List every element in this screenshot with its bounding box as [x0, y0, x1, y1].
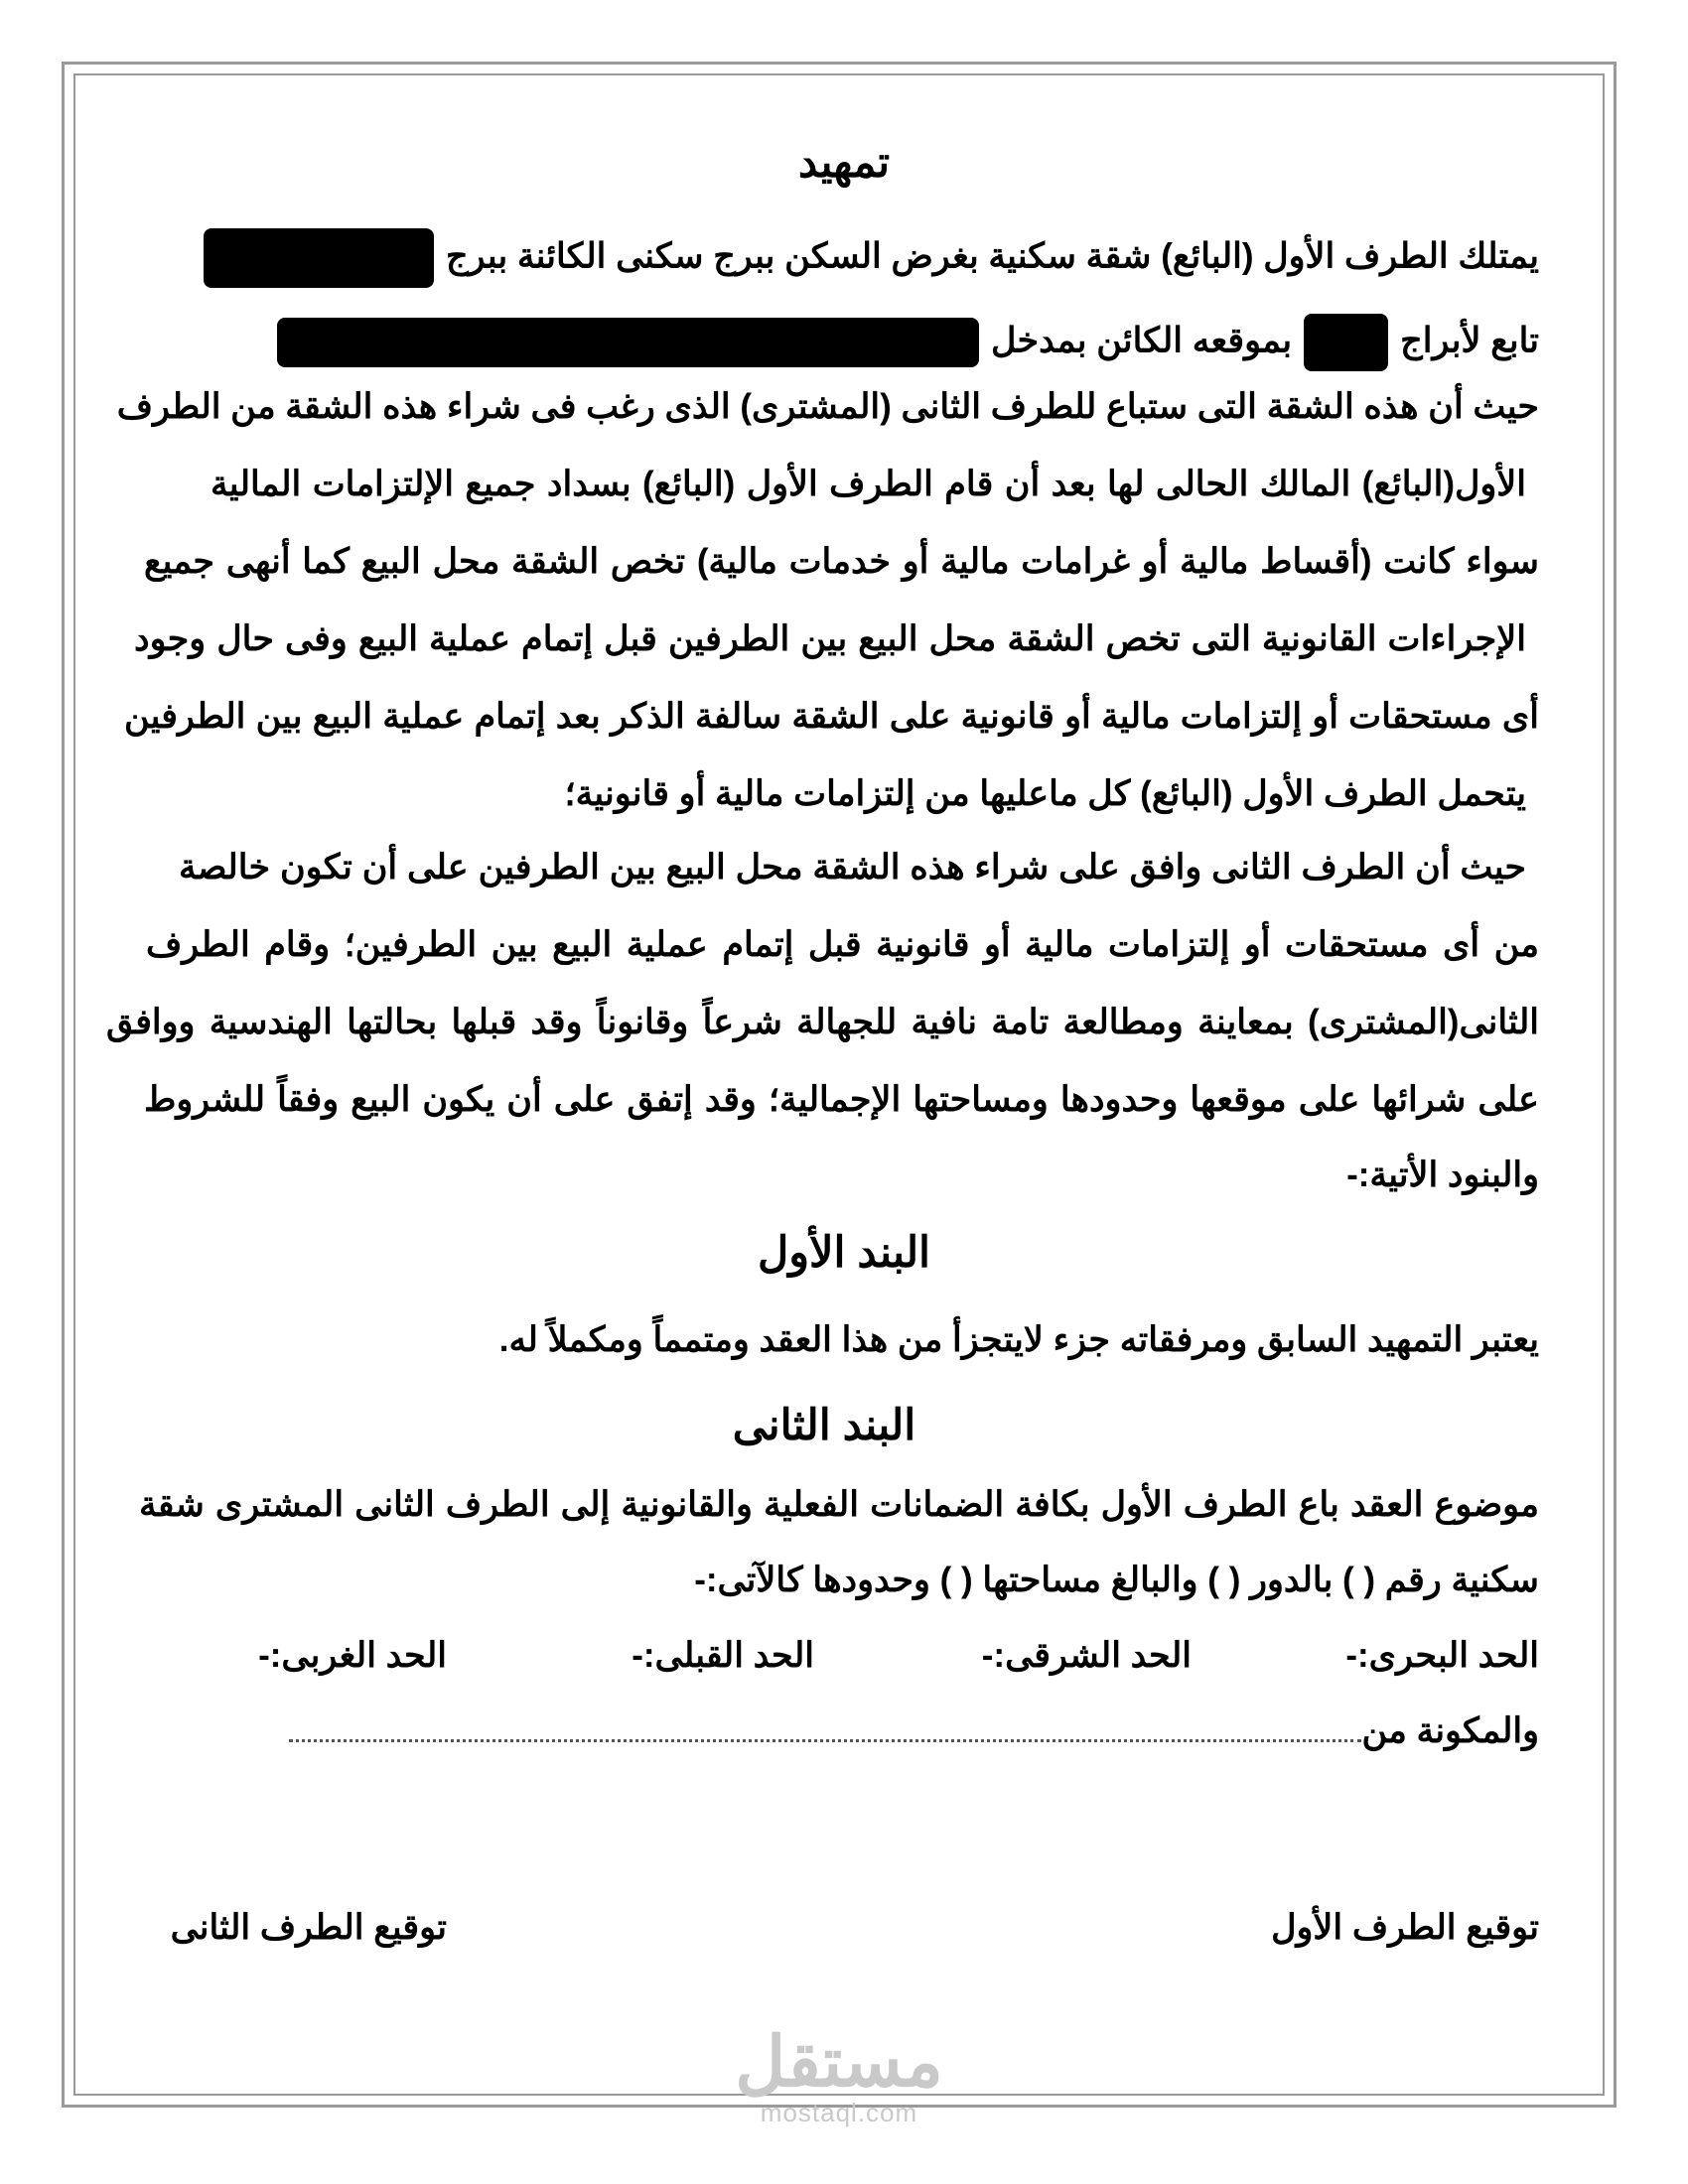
- preamble-line-2b-text: بموقعه الكائن بمدخل: [991, 321, 1293, 360]
- redacted-location: [277, 318, 979, 367]
- preamble-line-9: حيث أن الطرف الثانى وافق على شراء هذه الشقة محل البيع بين الطرفين على أن تكون خالصة: [179, 848, 1526, 887]
- clause-2-line-2: سكنية رقم ( ) بالدور ( ) والبالغ مساحتها ( ) وحدودها كالآتى:-: [694, 1561, 1539, 1599]
- preamble-line-3: حيث أن هذه الشقة التى ستباع للطرف الثانى (المشترى) الذى رغب فى شراء هذه الشقة من الطرف: [116, 387, 1539, 426]
- preamble-line-4: الأول(البائع) المالك الحالى لها بعد أن قام الطرف الأول (البائع) بسداد جميع الإلتزامات المالية: [211, 465, 1526, 503]
- signature-second-party: توقيع الطرف الثانى: [170, 1908, 447, 1947]
- preamble-line-5: سواء كانت (أقساط مالية أو غرامات مالية أو خدمات مالية) تخص الشقة محل البيع كما أنهى جميع: [144, 542, 1539, 581]
- clause-1-text: يعتبر التمهيد السابق ومرفقاته جزء لايتجزأ من هذا العقد ومتمماً ومكملاً له.: [498, 1320, 1539, 1359]
- preamble-line-8: يتحمل الطرف الأول (البائع) كل ماعليها من إلتزامات مالية أو قانونية؛: [564, 774, 1526, 813]
- signature-first-party: توقيع الطرف الأول: [1271, 1908, 1539, 1947]
- composed-of-line: [289, 1709, 1539, 1753]
- redacted-tower-name: [204, 228, 434, 288]
- redacted-towers-name: [1304, 314, 1388, 371]
- preamble-line-10: من أى مستحقات أو إلتزامات مالية أو قانونية قبل إتمام عملية البيع بين الطرفين؛ وقام الطرف: [146, 925, 1539, 964]
- preamble-line-1-text: يمتلك الطرف الأول (البائع) شقة سكنية بغرض السكن ببرج سكنى الكائنة ببرج: [445, 236, 1539, 276]
- dotted-fill-line: [289, 1719, 1361, 1742]
- watermark-latin: mostaql.com: [760, 2098, 918, 2127]
- preamble-line-6: الإجراءات القانونية التى تخص الشقة محل البيع بين الطرفين قبل إتمام عملية البيع وفى حال وجود: [134, 619, 1526, 658]
- boundary-south: الحد القبلى:-: [632, 1636, 814, 1675]
- watermark-arabic: مستقل: [735, 2023, 943, 2101]
- boundary-west: الحد الغربى:-: [258, 1636, 447, 1675]
- preamble-line-12: على شرائها على موقعها وحدودها ومساحتها الإجمالية؛ وقد إتفق على أن يكون البيع وفقاً للشروط: [144, 1080, 1539, 1119]
- preamble-line-13: والبنود الأتية:-: [1346, 1156, 1539, 1194]
- preamble-line-7: أى مستحقات أو إلتزامات مالية أو قانونية على الشقة سالفة الذكر بعد إتمام عملية البيع بين الطرفين: [124, 697, 1539, 736]
- boundary-east: الحد الشرقى:-: [981, 1636, 1192, 1675]
- preamble-line-11: الثانى(المشترى) بمعاينة ومطالعة تامة نافية للجهالة شرعاً وقانوناً وقد قبلها بحالتها الهندسية ووافق: [106, 1003, 1539, 1041]
- preamble-line-1: [204, 228, 1539, 288]
- preamble-line-2a-text: تابع لأبراج: [1400, 321, 1539, 360]
- preamble-title: تمهيد: [797, 139, 891, 187]
- clause-2-line-1: موضوع العقد باع الطرف الأول بكافة الضمانات الفعلية والقانونية إلى الطرف الثانى المشترى شقة: [139, 1485, 1539, 1524]
- composed-of-label: والمكونة من: [1361, 1711, 1539, 1750]
- preamble-line-2: [277, 314, 1539, 371]
- clause-1-title: البند الأول: [758, 1229, 930, 1277]
- watermark: [695, 2025, 983, 2126]
- clause-2-title: البند الثانى: [732, 1402, 916, 1449]
- boundary-north: الحد البحرى:-: [1345, 1636, 1539, 1675]
